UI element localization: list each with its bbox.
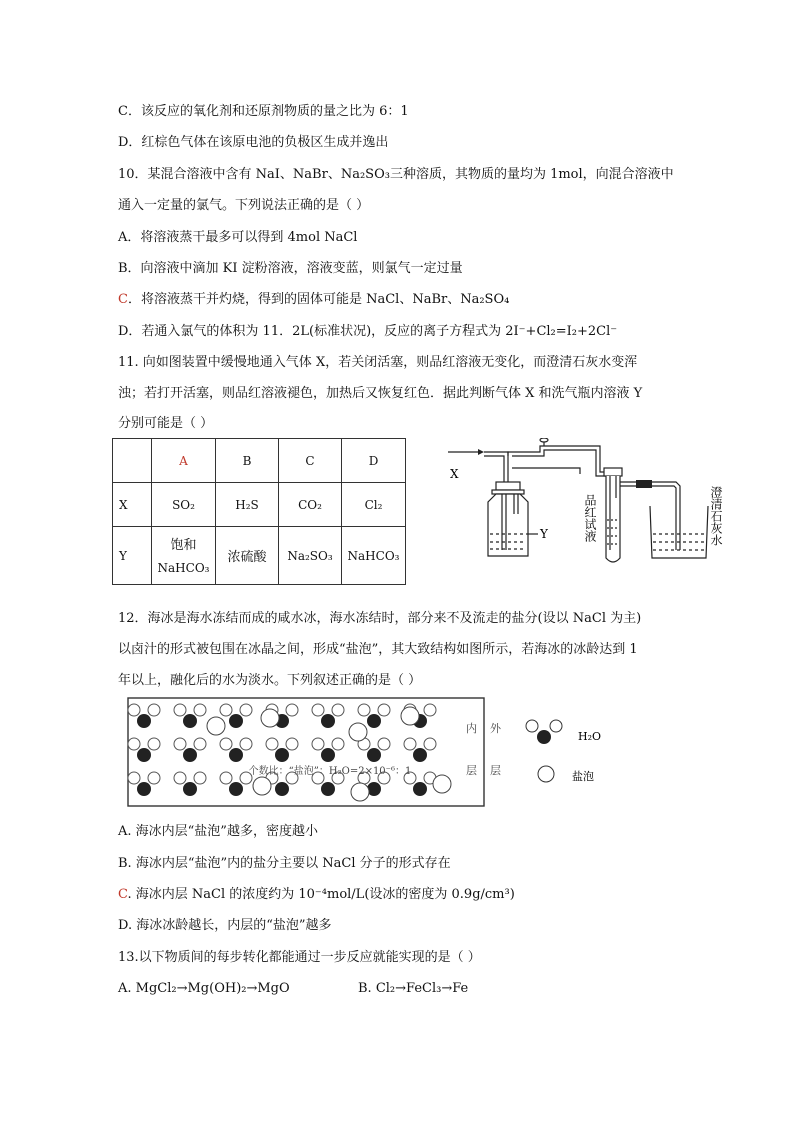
- table-cell-y-c: Na₂SO₃: [279, 527, 342, 585]
- option-10a: A．将溶液蒸干最多可以得到 4mol NaCl: [118, 230, 358, 245]
- option-12d: D. 海冰冰龄越长，内层的“盐泡”越多: [118, 918, 332, 933]
- inner-label: 内: [466, 722, 477, 735]
- question-11-line1: 11. 向如图装置中缓慢地通入气体 X，若关闭活塞，则品红溶液无变化，而澄清石灰水变浑: [118, 355, 638, 370]
- bottle-stopper: [496, 482, 520, 490]
- salt-bubble: [253, 777, 271, 795]
- table-cell-y-a-line2: NaHCO₃: [157, 560, 210, 575]
- gas-washing-bottle: [488, 494, 528, 556]
- option-9d: D．红棕色气体在该原电池的负极区生成并逸出: [118, 135, 389, 150]
- question-13: 13.以下物质间的每步转化都能通过一步反应就能实现的是（ ）: [118, 950, 481, 965]
- ratio-label: 个数比：“盐泡”：H₂O=2×10⁻⁶：1: [248, 766, 412, 777]
- question-12-line3: 年以上，融化后的水为淡水。下列叙述正确的是（ ）: [118, 673, 422, 688]
- table-cell-y-b: 浓硫酸: [216, 527, 279, 585]
- option-10b: B．向溶液中滴加 KI 淀粉溶液，溶液变蓝，则氯气一定过量: [118, 261, 463, 276]
- outer-ceng-label: 层: [490, 764, 501, 777]
- table-cell-x-c: CO₂: [279, 483, 342, 527]
- question-11-options-table: [112, 438, 406, 585]
- test-tube: [606, 476, 620, 562]
- test-tube-stopper: [604, 468, 622, 476]
- question-11-line2: 浊；若打开活塞，则品红溶液褪色，加热后又恢复红色．据此判断气体 X 和洗气瓶内溶液 Y: [118, 386, 643, 401]
- table-corner: [113, 439, 152, 483]
- option-9c: C．该反应的氧化剂和还原剂物质的量之比为 6：1: [118, 104, 409, 119]
- option-10c-text: ．将溶液蒸干并灼烧，得到的固体可能是 NaCl、NaBr、Na₂SO₄: [127, 292, 510, 307]
- gas-apparatus-figure: [440, 438, 740, 578]
- table-header-b: B: [216, 439, 279, 483]
- salt-bubble: [351, 783, 369, 801]
- salt-bubble: [433, 775, 451, 793]
- table-cell-x-b: H₂S: [216, 483, 279, 527]
- outer-label: 外: [490, 722, 501, 735]
- question-11-line3: 分别可能是（ ）: [118, 416, 214, 431]
- apparatus-y-label: Y: [540, 527, 548, 541]
- option-12c-text: . 海冰内层 NaCl 的浓度约为 10⁻⁴mol/L(设冰的密度为 0.9g/cm³): [127, 887, 515, 902]
- stopcock-handle: [540, 438, 548, 442]
- table-cell-y-d: NaHCO₃: [342, 527, 406, 585]
- salt-bubble: [261, 709, 279, 727]
- sea-ice-figure: [120, 696, 620, 810]
- option-13b: B. Cl₂→FeCl₃→Fe: [358, 981, 469, 996]
- question-10-line1: 10．某混合溶液中含有 NaI、NaBr、Na₂SO₃三种溶质，其物质的量均为 1mol，向混合溶液中: [118, 167, 674, 182]
- option-12a: A. 海冰内层“盐泡”越多，密度越小: [118, 824, 318, 839]
- question-12-line1: 12．海冰是海水冻结而成的咸水冰，海水冻结时，部分来不及流走的盐分(设以 NaCl 为主): [118, 611, 642, 626]
- legend-water-label: H₂O: [578, 730, 602, 743]
- option-10c: [118, 291, 509, 309]
- salt-bubble: [349, 723, 367, 741]
- table-row-y-label: Y: [113, 527, 152, 585]
- option-10d: D．若通入氯气的体积为 11．2L(标准状况)，反应的离子方程式为 2I⁻+Cl₂=I₂+2Cl⁻: [118, 324, 618, 339]
- option-12b: B. 海冰内层“盐泡”内的盐分主要以 NaCl 分子的形式存在: [118, 856, 451, 871]
- option-10c-mark: C: [118, 292, 128, 307]
- option-12c-mark: C: [118, 887, 128, 902]
- legend-salt-label: 盐泡: [572, 770, 594, 783]
- option-13a: A. MgCl₂→Mg(OH)₂→MgO: [118, 981, 290, 996]
- apparatus-shihui-label: 澄清石灰水: [709, 486, 723, 546]
- table-cell-y-a-line1: 饱和: [170, 537, 197, 553]
- legend-salt-icon: [538, 766, 554, 782]
- table-cell-y-a: [152, 527, 216, 585]
- rubber-tube: [636, 480, 652, 488]
- table-header-a: A: [152, 439, 216, 483]
- question-10-line2: 通入一定量的氯气。下列说法正确的是（ ）: [118, 198, 370, 213]
- apparatus-x-label: X: [450, 467, 459, 481]
- table-row-x-label: X: [113, 483, 152, 527]
- apparatus-pinhong-label: 品红试液: [583, 494, 597, 542]
- salt-bubble: [207, 717, 225, 735]
- legend-water-icon: [526, 720, 562, 744]
- salt-bubble: [401, 707, 419, 725]
- inner-ceng-label: 层: [466, 764, 477, 777]
- option-12c: [118, 886, 515, 904]
- table-header-c: C: [279, 439, 342, 483]
- table-header-d: D: [342, 439, 406, 483]
- table-cell-x-d: Cl₂: [342, 483, 406, 527]
- question-12-line2: 以卤汁的形式被包围在冰晶之间，形成“盐泡”，其大致结构如图所示，若海冰的冰龄达到 1: [118, 642, 638, 657]
- table-cell-x-a: SO₂: [152, 483, 216, 527]
